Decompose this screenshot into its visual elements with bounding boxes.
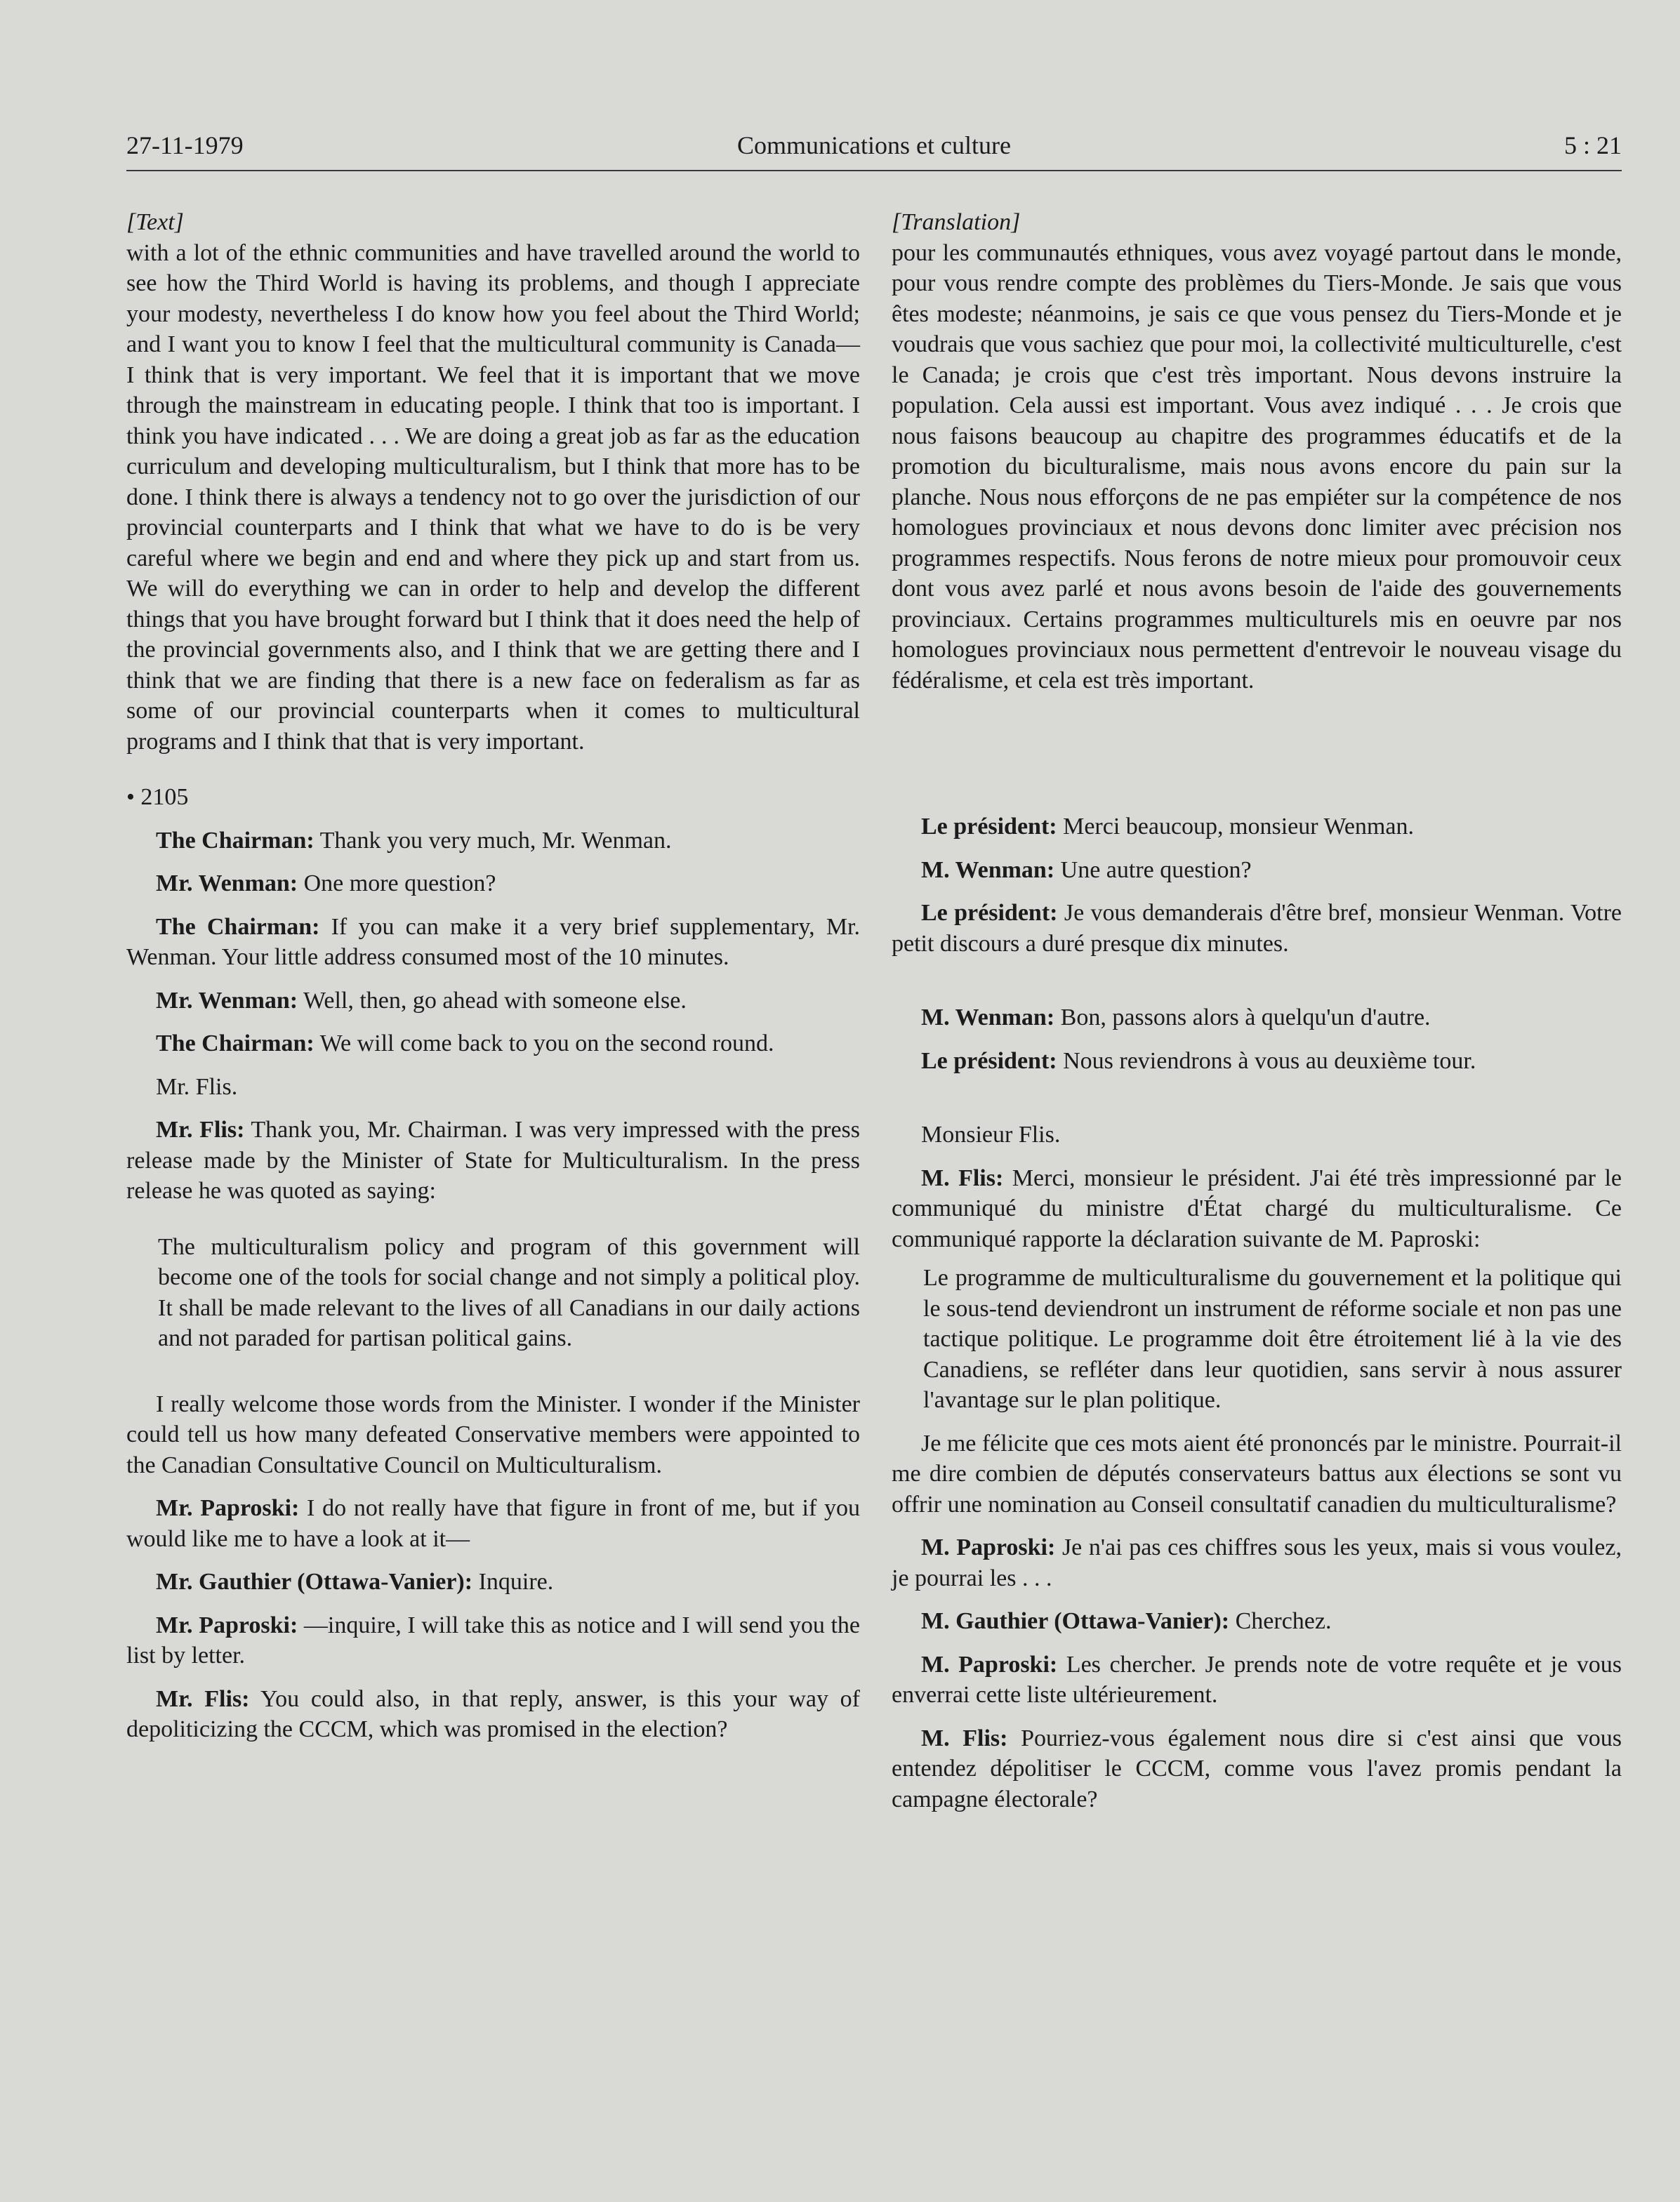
paragraph: [892, 1723, 1622, 1815]
paragraph: [126, 868, 860, 899]
paragraph: [892, 1606, 1622, 1637]
speaker-label: Mr. Flis:: [156, 1117, 245, 1143]
intro-paragraph: pour les communautés ethniques, vous avez voyagé partout dans le monde, pour vous rendre compte des problèmes du Tiers-Monde. Je sais que vous êtes modeste; néanmoins, je sais ce que vous pensez du Tiers-Monde et je voudrais que vous sachiez que pour moi, la collectivité multiculturelle, c'est le Canada; je crois que c'est très important. Nous devons instruire la population. Cela aussi est important. Vous avez indiqué . . . Je crois que nous faisons beaucoup au chapitre des programmes éducatifs et de la promotion du biculturalisme, mais nous avons encore du pain sur la planche. Nous nous efforçons de ne pas empiéter sur la compétence de nos homologues provinciaux et nous devons donc limiter avec précision nos programmes respectifs. Nous ferons de notre mieux pour promouvoir ceux dont vous avez parlé et nous avons besoin de l'aide des gouvernements provinciaux. Certains programmes multiculturels mis en oeuvre par nos homologues provinciaux nous permettent d'entrevoir le nouveau visage du fédéralisme, et cela est très important.: [892, 239, 1622, 694]
speaker-label: M. Wenman:: [921, 856, 1055, 883]
speech-text: Pourriez-vous également nous dire si c'est ainsi que vous entendez dépolitiser le CCCM, comme vous l'avez promis pendant la campagne électorale?: [892, 1725, 1622, 1812]
speech-text: If you can make it a very brief supplementary, Mr. Wenman. Your little address consumed most of the 10 minutes.: [126, 913, 860, 970]
speaker-label: Mr. Paproski:: [156, 1495, 300, 1521]
speech-text: Thank you very much, Mr. Wenman.: [314, 827, 672, 854]
speaker-label: M. Wenman:: [921, 1004, 1055, 1030]
paragraph: [126, 1493, 860, 1554]
speech-text: Bon, passons alors à quelqu'un d'autre.: [1054, 1004, 1431, 1030]
speech-text: Merci beaucoup, monsieur Wenman.: [1057, 814, 1414, 840]
paragraph: [892, 1163, 1622, 1255]
header-rule: [126, 170, 1622, 171]
speech-text: Je n'ai pas ces chiffres sous les yeux, mais si vous voulez, je pourrai les . . .: [892, 1534, 1622, 1591]
paragraph: [126, 1115, 860, 1207]
speech-text: Well, then, go ahead with someone else.: [298, 987, 687, 1014]
header-date: 27-11-1979: [126, 131, 244, 159]
header-page-number: 5 : 21: [1563, 131, 1622, 159]
speaker-label: M. Paproski:: [921, 1534, 1056, 1560]
speaker-label: The Chairman:: [156, 913, 320, 940]
speaker-label: The Chairman:: [156, 827, 315, 854]
paragraph: [126, 1567, 860, 1598]
paragraph: [892, 855, 1622, 886]
speaker-label: Mr. Gauthier (Ottawa-Vanier):: [156, 1569, 473, 1595]
speaker-label: M. Flis:: [921, 1725, 1008, 1751]
translation-tag: [Translation]: [892, 209, 1021, 235]
quoted-passage: Le programme de multiculturalisme du gouvernement et la politique qui le sous-tend deviendront un instrument de réforme sociale et non pas une tactique politique. Le programme doit être étroitement lié à la vie des Canadiens, se refléter dans leur quotidien, sans servir à nous assurer l'avantage sur le plan politique.: [923, 1265, 1622, 1413]
time-marker: • 2105: [126, 784, 189, 810]
speaker-label: M. Paproski:: [921, 1651, 1058, 1678]
paragraph: [892, 898, 1622, 959]
header-title: Communications et culture: [737, 131, 1011, 159]
paragraph: [892, 1532, 1622, 1593]
paragraph: [126, 825, 860, 856]
english-column: [126, 207, 860, 1745]
speaker-label: The Chairman:: [156, 1030, 315, 1056]
paragraph: Monsieur Flis.: [921, 1122, 1061, 1148]
speech-text: Cherchez.: [1229, 1608, 1332, 1634]
speaker-label: Le président:: [921, 814, 1057, 840]
speaker-label: Mr. Wenman:: [156, 870, 298, 896]
paragraph: [126, 986, 860, 1016]
quoted-passage: The multiculturalism policy and program of this government will become one of the tools for social change and not simply a political ploy. It shall be made relevant to the lives of all Canadians in our daily actions and not paraded for partisan political gains.: [158, 1233, 860, 1351]
paragraph: I really welcome those words from the Minister. I wonder if the Minister could tell us how many defeated Conservative members were appointed to the Canadian Consultative Council on Multiculturalism.: [126, 1391, 860, 1478]
intro-paragraph: with a lot of the ethnic communities and have travelled around the world to see how the Third World is having its problems, and though I appreciate your modesty, nevertheless I do know how you feel about the Third World; and I want you to know I feel that the multicultural community is Canada—I think that is very important. We feel that it is important that we move through the mainstream in educating people. I think that too is important. I think you have indicated . . . We are doing a great job as far as the education curriculum and developing multiculturalism, but I think that more has to be done. I think there is always a tendency not to go over the jurisdiction of our provincial counterparts and I think that what we have to do is be very careful where we begin and end and where they pick up and start from us. We will do everything we can in order to help and develop the different things that you have brought forward but I think that it does need the help of the provincial governments also, and I think that we are getting there and I think that we are finding that there is a new face on federalism as far as some of our provincial counterparts when it comes to multicultural programs and I think that that is very important.: [126, 239, 860, 755]
paragraph: [126, 1028, 860, 1059]
speaker-label: Le président:: [921, 900, 1058, 926]
text-tag: [Text]: [126, 209, 184, 235]
speech-text: You could also, in that reply, answer, is this your way of depoliticizing the CCCM, which was promised in the election?: [126, 1685, 861, 1742]
speech-text: Je vous demanderais d'être bref, monsieur Wenman. Votre petit discours a duré presque dix minutes.: [892, 900, 1622, 957]
speech-text: Les chercher. Je prends note de votre requête et je vous enverrai cette liste ultérieurement.: [892, 1651, 1622, 1708]
page-header: [126, 126, 1622, 168]
paragraph: [126, 1610, 860, 1671]
speaker-label: Mr. Wenman:: [156, 987, 298, 1014]
speech-text: Une autre question?: [1054, 856, 1252, 883]
paragraph: [892, 811, 1622, 842]
paragraph: [892, 1046, 1622, 1077]
speech-text: Merci, monsieur le président. J'ai été très impressionné par le communiqué du ministre d'État chargé du multiculturalisme. Ce communiqué rapporte la déclaration suivante de M. Paproski:: [892, 1165, 1622, 1252]
paragraph: Mr. Flis.: [156, 1073, 238, 1100]
speaker-label: M. Gauthier (Ottawa-Vanier):: [921, 1608, 1230, 1634]
speech-text: Thank you, Mr. Chairman. I was very impressed with the press release made by the Minister of State for Multiculturalism. In the press release he was quoted as saying:: [126, 1117, 861, 1204]
paragraph: Je me félicite que ces mots aient été prononcés par le ministre. Pourrait-il me dire combien de députés conservateurs battus aux élections se sont vu offrir une nomination au Conseil consultatif canadien du multiculturalisme?: [892, 1430, 1622, 1518]
speaker-label: M. Flis:: [921, 1165, 1004, 1191]
speech-text: I do not really have that figure in front of me, but if you would like me to have a look at it—: [126, 1495, 861, 1552]
paragraph: [126, 912, 860, 973]
speech-text: Nous reviendrons à vous au deuxième tour.: [1057, 1047, 1476, 1074]
speech-text: Inquire.: [472, 1569, 554, 1595]
paragraph: [892, 1002, 1622, 1033]
speech-text: We will come back to you on the second round.: [314, 1030, 774, 1056]
speech-text: One more question?: [298, 870, 496, 896]
speaker-label: Mr. Paproski:: [156, 1612, 298, 1638]
speaker-label: Le président:: [921, 1047, 1057, 1074]
speech-text: —inquire, I will take this as notice and I will send you the list by letter.: [126, 1612, 861, 1669]
paragraph: [126, 1684, 860, 1745]
speaker-label: Mr. Flis:: [156, 1685, 250, 1712]
french-column: [892, 207, 1622, 1815]
paragraph: [892, 1650, 1622, 1711]
